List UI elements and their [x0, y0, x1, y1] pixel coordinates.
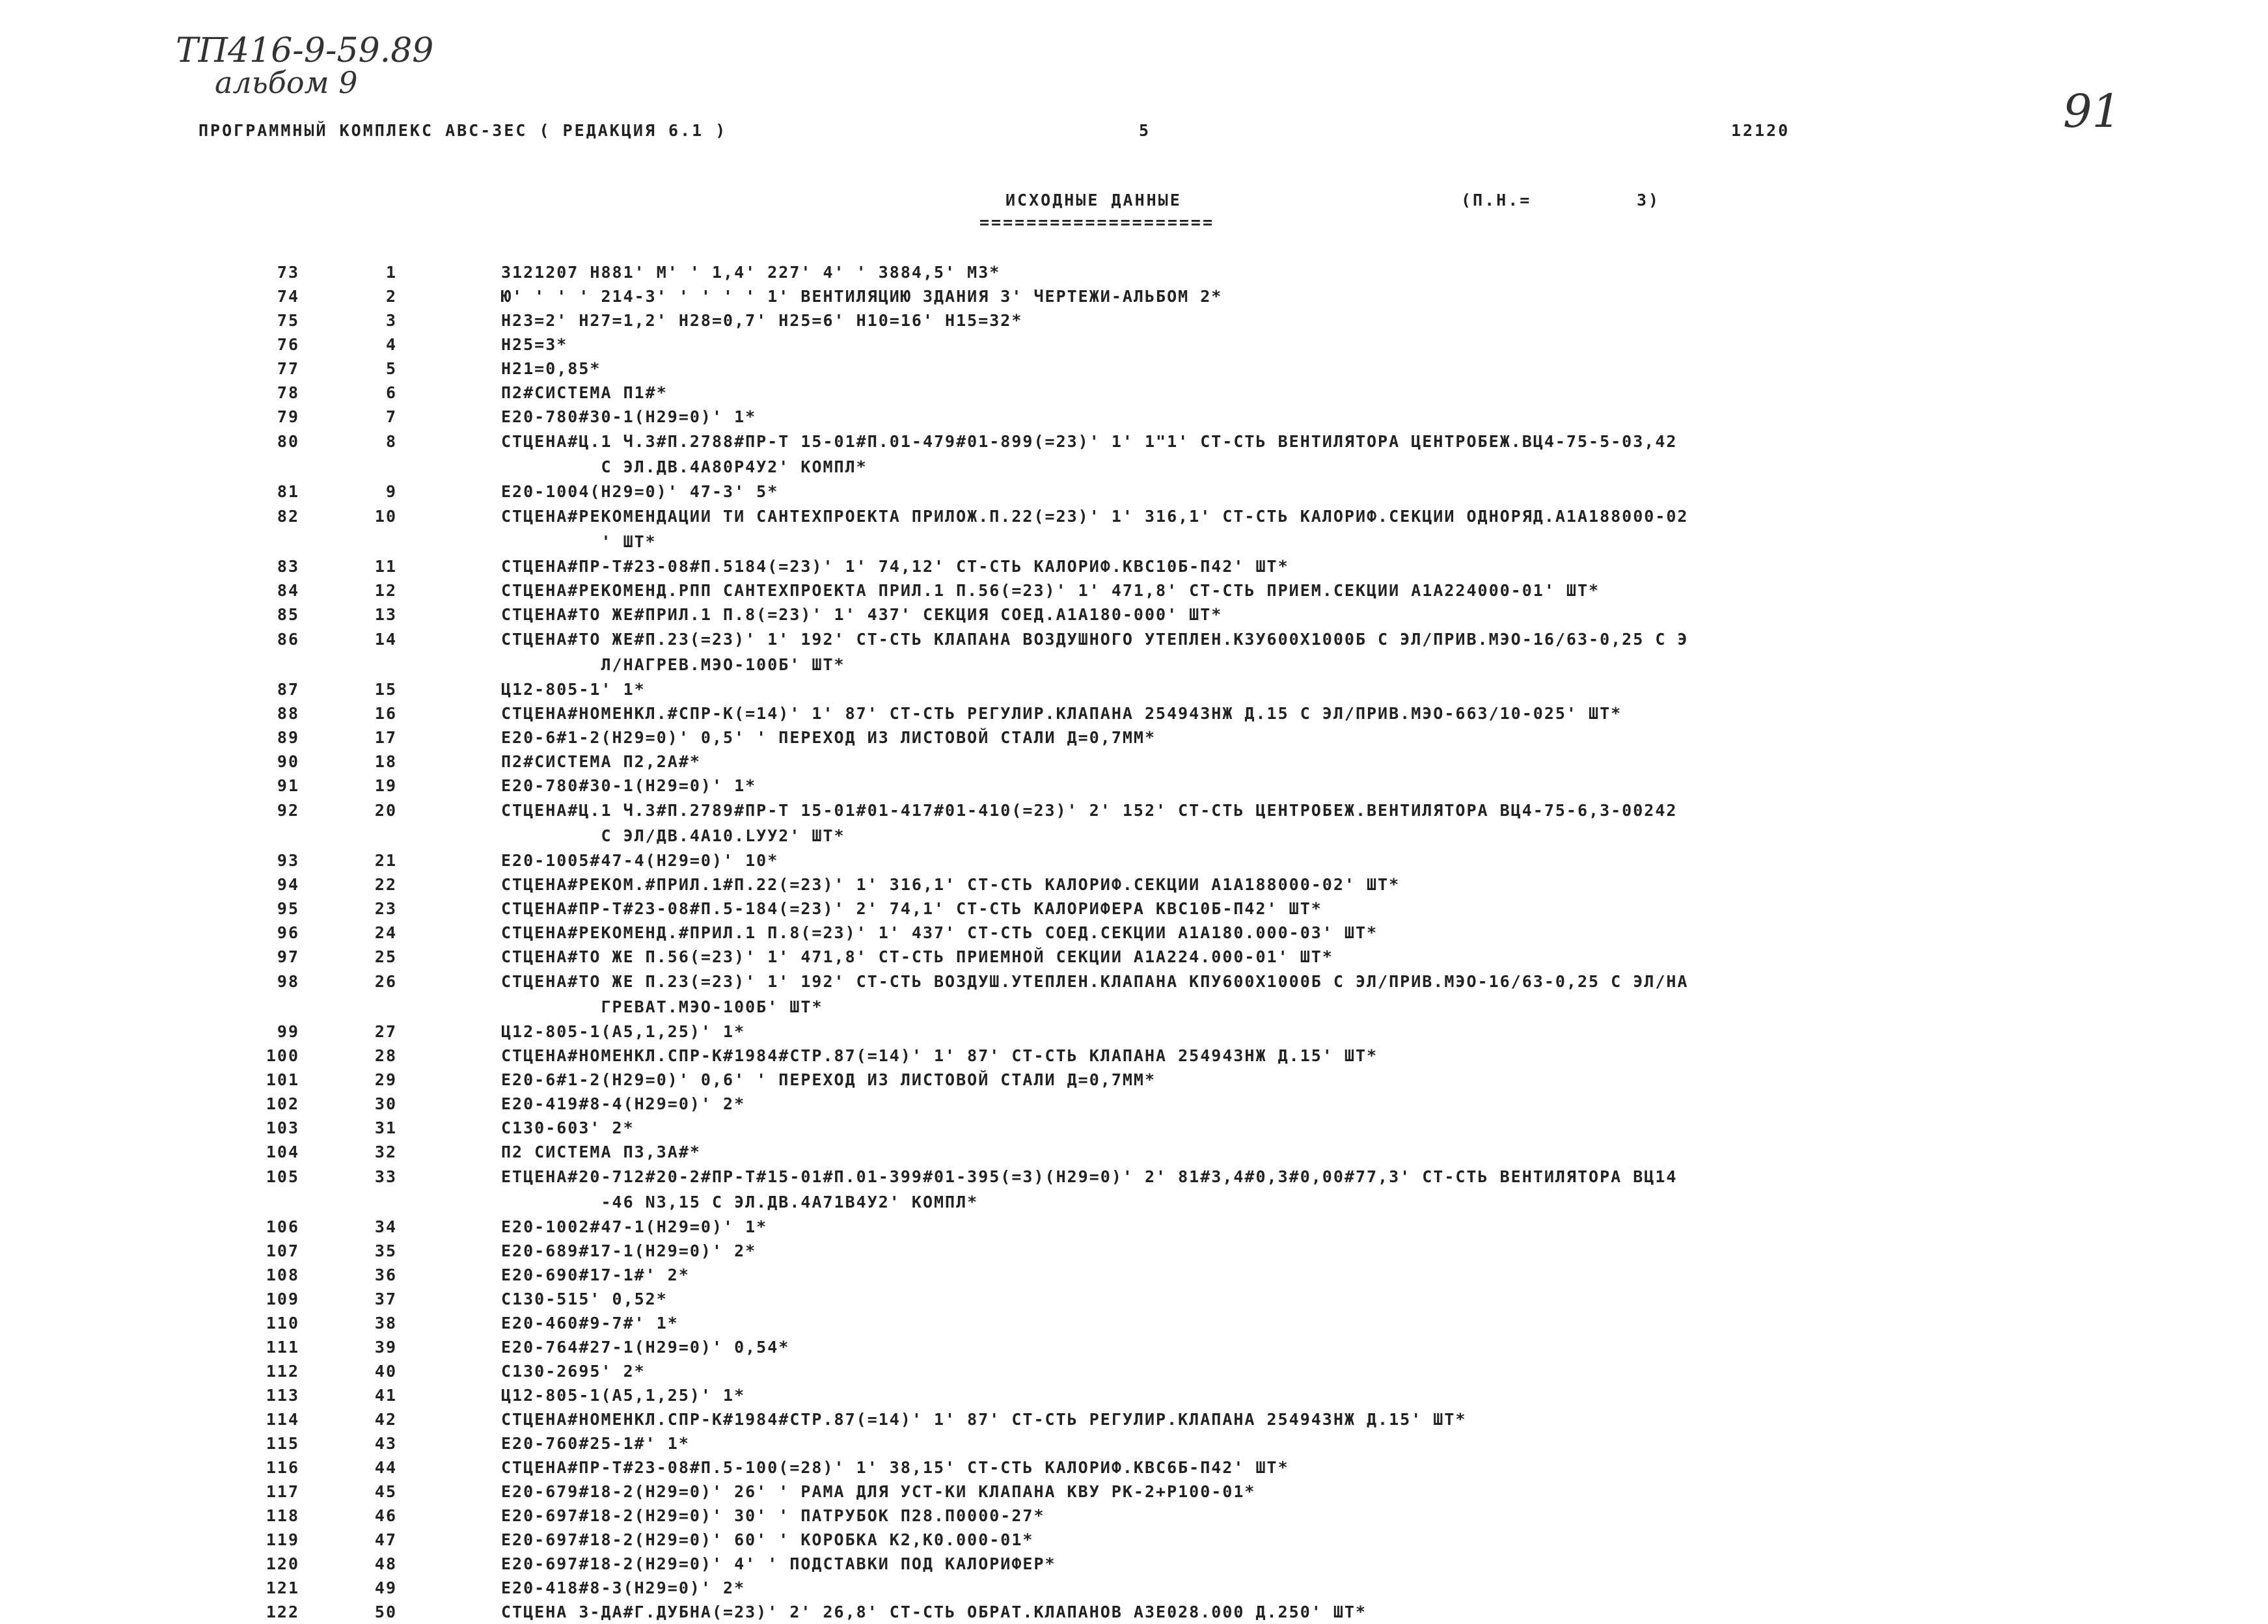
record-number: 119	[266, 1530, 299, 1549]
line-text: СТЦЕНА#НОМЕНКЛ.СПР-К#1984#СТР.87(=14)' 1' 87' СТ-СТЬ РЕГУЛИР.КЛАПАНА 254943НЖ Д.15' ШТ*	[501, 1410, 1467, 1429]
listing-row	[0, 1068, 2268, 1092]
line-number: 45	[374, 1482, 397, 1501]
record-number: 108	[266, 1265, 299, 1284]
listing-row	[0, 969, 2268, 1020]
title-underline: ====================	[979, 213, 1215, 232]
line-text: Ц12-805-1' 1*	[501, 680, 646, 699]
listing-row	[0, 725, 2268, 750]
listing-row	[0, 1528, 2268, 1552]
document-code: 12120	[1731, 121, 1790, 140]
line-number: 16	[374, 704, 397, 723]
line-text: ЕТЦЕНА#20-712#20-2#ПР-Т#15-01#П.01-399#01-395(=3)(Н29=0)' 2' 81#3,4#0,3#0,00#77,3' СТ-СТЬ ВЕНТИЛЯТОРА ВЦ14 -46 N3,15 С ЭЛ.ДВ.4А71В4У2' КОМПЛ*	[501, 1167, 1678, 1211]
record-number: 89	[277, 728, 299, 747]
record-number: 106	[266, 1217, 299, 1236]
listing-row	[0, 1480, 2268, 1504]
line-text: Е20-1002#47-1(Н29=0)' 1*	[501, 1217, 768, 1236]
pn-label: (П.Н.=	[1461, 191, 1532, 210]
line-text: Е20-697#18-2(Н29=0)' 4' ' ПОДСТАВКИ ПОД КАЛОРИФЕР*	[501, 1554, 1056, 1573]
record-number: 98	[277, 972, 299, 991]
line-number: 49	[374, 1578, 397, 1597]
line-number: 1	[385, 263, 397, 282]
listing-row	[0, 921, 2268, 945]
line-text: СТЦЕНА#ПР-Т#23-08#П.5-184(=23)' 2' 74,1' СТ-СТЬ КАЛОРИФЕРА КВС10Б-П42' ШТ*	[501, 899, 1322, 918]
line-text: П2 СИСТЕМА П3,3А#*	[501, 1143, 701, 1161]
listing-row	[0, 429, 2268, 480]
line-number: 33	[374, 1167, 397, 1186]
listing-row	[0, 1335, 2268, 1359]
line-number: 42	[374, 1410, 397, 1429]
listing-row	[0, 308, 2268, 332]
listing-row	[0, 504, 2268, 554]
handwritten-page-number: 91	[2063, 85, 2122, 138]
record-number: 95	[277, 899, 299, 918]
listing-row	[0, 357, 2268, 381]
line-text: П2#СИСТЕМА П2,2А#*	[501, 752, 701, 771]
listing-row	[0, 1116, 2268, 1140]
listing-row	[0, 1239, 2268, 1263]
listing-row	[0, 332, 2268, 357]
record-number: 117	[266, 1482, 299, 1501]
line-number: 35	[374, 1241, 397, 1260]
record-number: 115	[266, 1434, 299, 1453]
line-text: СТЦЕНА#НОМЕНКЛ.СПР-К#1984#СТР.87(=14)' 1' 87' СТ-СТЬ КЛАПАНА 254943НЖ Д.15' ШТ*	[501, 1046, 1378, 1065]
line-text: Ц12-805-1(А5,1,25)' 1*	[501, 1386, 746, 1405]
record-number: 99	[277, 1022, 299, 1041]
line-number: 3	[385, 311, 397, 330]
line-number: 13	[374, 605, 397, 624]
record-number: 122	[266, 1603, 299, 1621]
listing-row	[0, 260, 2268, 284]
line-text: Е20-764#27-1(Н29=0)' 0,54*	[501, 1338, 790, 1357]
line-number: 44	[374, 1458, 397, 1477]
line-text: СТЦЕНА#РЕКОМ.#ПРИЛ.1#П.22(=23)' 1' 316,1' СТ-СТЬ КАЛОРИФ.СЕКЦИИ А1А188000-02' ШТ*	[501, 875, 1400, 894]
pn-value: 3)	[1637, 191, 1661, 210]
record-number: 92	[277, 801, 299, 820]
listing-row	[0, 1431, 2268, 1455]
record-number: 83	[277, 557, 299, 576]
line-number: 41	[374, 1386, 397, 1405]
listing-row	[0, 848, 2268, 873]
line-text: Н25=3*	[501, 335, 568, 354]
line-number: 11	[374, 557, 397, 576]
record-number: 101	[266, 1070, 299, 1089]
line-number: 7	[385, 407, 397, 426]
line-number: 31	[374, 1118, 397, 1137]
record-number: 73	[277, 263, 299, 282]
handwritten-album-note: альбом 9	[215, 65, 358, 100]
listing-row	[0, 1383, 2268, 1407]
line-number: 43	[374, 1434, 397, 1453]
listing-row	[0, 945, 2268, 969]
line-text: Е20-780#30-1(Н29=0)' 1*	[501, 407, 757, 426]
listing-row	[0, 1263, 2268, 1287]
record-number: 104	[266, 1143, 299, 1161]
record-number: 120	[266, 1554, 299, 1573]
line-text: Е20-418#8-3(Н29=0)' 2*	[501, 1578, 746, 1597]
line-text: Е20-460#9-7#' 1*	[501, 1314, 679, 1333]
record-number: 113	[266, 1386, 299, 1405]
line-number: 29	[374, 1070, 397, 1089]
listing-row	[0, 774, 2268, 798]
record-number: 91	[277, 776, 299, 795]
listing-row	[0, 1287, 2268, 1311]
data-lines	[0, 260, 2268, 1624]
record-number: 94	[277, 875, 299, 894]
line-number: 36	[374, 1265, 397, 1284]
listing-row	[0, 1504, 2268, 1528]
line-number: 22	[374, 875, 397, 894]
line-number: 50	[374, 1603, 397, 1621]
record-number: 97	[277, 947, 299, 966]
record-number: 103	[266, 1118, 299, 1137]
line-number: 32	[374, 1143, 397, 1161]
line-text: Е20-6#1-2(Н29=0)' 0,5' ' ПЕРЕХОД ИЗ ЛИСТОВОЙ СТАЛИ Д=0,7ММ*	[501, 728, 1156, 747]
record-number: 77	[277, 359, 299, 378]
listing-row	[0, 1576, 2268, 1600]
record-number: 102	[266, 1094, 299, 1113]
record-number: 110	[266, 1314, 299, 1333]
record-number: 90	[277, 752, 299, 771]
line-text: 3121207 Н881' М' ' 1,4' 227' 4' ' 3884,5' МЗ*	[501, 263, 1001, 282]
line-number: 17	[374, 728, 397, 747]
listing-row	[0, 1215, 2268, 1239]
line-text: Ц12-805-1(А5,1,25)' 1*	[501, 1022, 746, 1041]
line-number: 9	[385, 482, 397, 501]
record-number: 75	[277, 311, 299, 330]
line-text: Е20-697#18-2(Н29=0)' 30' ' ПАТРУБОК П28.П0000-27*	[501, 1506, 1045, 1525]
line-text: Е20-780#30-1(Н29=0)' 1*	[501, 776, 757, 795]
listing-row	[0, 701, 2268, 725]
line-number: 27	[374, 1022, 397, 1041]
line-number: 40	[374, 1362, 397, 1381]
sheet-number: 5	[1139, 121, 1151, 140]
line-text: С130-515' 0,52*	[501, 1290, 668, 1308]
record-number: 107	[266, 1241, 299, 1260]
record-number: 79	[277, 407, 299, 426]
line-text: СТЦЕНА#НОМЕНКЛ.#СПР-К(=14)' 1' 87' СТ-СТЬ РЕГУЛИР.КЛАПАНА 254943НЖ Д.15 С ЭЛ/ПРИВ.МЭО-663/10-025' ШТ*	[501, 704, 1622, 723]
listing-row	[0, 578, 2268, 602]
page-title: ИСХОДНЫЕ ДАННЫЕ	[1005, 191, 1182, 210]
record-number: 84	[277, 581, 299, 600]
record-number: 76	[277, 335, 299, 354]
line-text: Ю' ' ' ' 214-3' ' ' ' ' 1' ВЕНТИЛЯЦИЮ ЗДАНИЯ 3' ЧЕРТЕЖИ-АЛЬБОМ 2*	[501, 287, 1223, 306]
listing-row	[0, 1600, 2268, 1624]
line-text: СТЦЕНА#ПР-Т#23-08#П.5184(=23)' 1' 74,12' СТ-СТЬ КАЛОРИФ.КВС10Б-П42' ШТ*	[501, 557, 1289, 576]
listing-row	[0, 873, 2268, 897]
listing-row	[0, 750, 2268, 774]
line-text: СТЦЕНА#ТО ЖЕ П.56(=23)' 1' 471,8' СТ-СТЬ ПРИЕМНОЙ СЕКЦИИ А1А224.000-01' ШТ*	[501, 947, 1333, 966]
record-number: 121	[266, 1578, 299, 1597]
line-number: 30	[374, 1094, 397, 1113]
line-text: Е20-6#1-2(Н29=0)' 0,6' ' ПЕРЕХОД ИЗ ЛИСТОВОЙ СТАЛИ Д=0,7ММ*	[501, 1070, 1156, 1089]
listing-row	[0, 1020, 2268, 1044]
record-number: 93	[277, 851, 299, 870]
listing-row	[0, 1140, 2268, 1164]
record-number: 88	[277, 704, 299, 723]
line-text: СТЦЕНА#Ц.1 Ч.3#П.2789#ПР-Т 15-01#01-417#01-410(=23)' 2' 152' СТ-СТЬ ЦЕНТРОБЕЖ.ВЕНТИЛЯТОРА ВЦ4-75-6,3-00242 С ЭЛ/ДВ.4А10.LУУ2' ШТ*	[501, 801, 1678, 845]
line-number: 2	[385, 287, 397, 306]
listing-row	[0, 554, 2268, 578]
line-text: Н23=2' Н27=1,2' Н28=0,7' Н25=6' Н10=16' Н15=32*	[501, 311, 1023, 330]
line-text: СТЦЕНА#Ц.1 Ч.3#П.2788#ПР-Т 15-01#П.01-479#01-899(=23)' 1' 1"1' СТ-СТЬ ВЕНТИЛЯТОРА ЦЕНТРОБЕЖ.ВЦ4-75-5-03,42 С ЭЛ.ДВ.4А80Р4У2' КОМПЛ*	[501, 432, 1678, 476]
record-number: 80	[277, 432, 299, 451]
listing-row	[0, 405, 2268, 429]
listing-row	[0, 1164, 2268, 1215]
line-number: 28	[374, 1046, 397, 1065]
line-number: 20	[374, 801, 397, 820]
line-number: 19	[374, 776, 397, 795]
line-text: СТЦЕНА#ПР-Т#23-08#П.5-100(=28)' 1' 38,15' СТ-СТЬ КАЛОРИФ.КВС6Б-П42' ШТ*	[501, 1458, 1289, 1477]
line-number: 8	[385, 432, 397, 451]
line-text: СТЦЕНА#РЕКОМЕНД.РПП САНТЕХПРОЕКТА ПРИЛ.1 П.56(=23)' 1' 471,8' СТ-СТЬ ПРИЕМ.СЕКЦИИ А1А224000-01' ШТ*	[501, 581, 1600, 600]
record-number: 81	[277, 482, 299, 501]
line-text: Е20-1004(Н29=0)' 47-3' 5*	[501, 482, 779, 501]
line-number: 46	[374, 1506, 397, 1525]
listing-row	[0, 381, 2268, 405]
record-number: 85	[277, 605, 299, 624]
listing-row	[0, 677, 2268, 701]
line-number: 4	[385, 335, 397, 354]
listing-row	[0, 1359, 2268, 1383]
record-number: 105	[266, 1167, 299, 1186]
line-number: 14	[374, 630, 397, 649]
line-number: 26	[374, 972, 397, 991]
program-header: ПРОГРАММНЫЙ КОМПЛЕКС АВС-ЗЕС ( РЕДАКЦИЯ 6.1 )	[198, 121, 728, 140]
listing-row	[0, 284, 2268, 308]
handwritten-project-code: ТП416-9-59.89	[176, 31, 434, 70]
record-number: 114	[266, 1410, 299, 1429]
line-number: 5	[385, 359, 397, 378]
line-number: 6	[385, 383, 397, 402]
record-number: 100	[266, 1046, 299, 1065]
record-number: 109	[266, 1290, 299, 1308]
line-text: СТЦЕНА#РЕКОМЕНДАЦИИ ТИ САНТЕХПРОЕКТА ПРИЛОЖ.П.22(=23)' 1' 316,1' СТ-СТЬ КАЛОРИФ.СЕКЦИИ ОДНОРЯД.А1А188000-02 ' ШТ*	[501, 507, 1689, 551]
line-text: Е20-419#8-4(Н29=0)' 2*	[501, 1094, 746, 1113]
line-number: 23	[374, 899, 397, 918]
record-number: 116	[266, 1458, 299, 1477]
listing-row	[0, 1455, 2268, 1480]
listing-row	[0, 480, 2268, 504]
line-text: СТЦЕНА#ТО ЖЕ#П.23(=23)' 1' 192' СТ-СТЬ КЛАПАНА ВОЗДУШНОГО УТЕПЛЕН.КЗУ600Х1000Б С ЭЛ/ПРИВ.МЭО-16/63-0,25 С Э Л/НАГРЕВ.МЭО-100Б' ШТ*	[501, 630, 1689, 674]
listing-row	[0, 1311, 2268, 1335]
line-text: П2#СИСТЕМА П1#*	[501, 383, 668, 402]
listing-row	[0, 897, 2268, 921]
line-number: 15	[374, 680, 397, 699]
line-number: 47	[374, 1530, 397, 1549]
record-number: 82	[277, 507, 299, 526]
listing-row	[0, 1044, 2268, 1068]
record-number: 87	[277, 680, 299, 699]
line-number: 38	[374, 1314, 397, 1333]
listing-row	[0, 1552, 2268, 1576]
line-text: С130-2695' 2*	[501, 1362, 646, 1381]
record-number: 112	[266, 1362, 299, 1381]
record-number: 118	[266, 1506, 299, 1525]
line-number: 18	[374, 752, 397, 771]
line-text: СТЦЕНА 3-ДА#Г.ДУБНА(=23)' 2' 26,8' СТ-СТЬ ОБРАТ.КЛАПАНОВ АЗЕ028.000 Д.250' ШТ*	[501, 1603, 1367, 1621]
line-number: 34	[374, 1217, 397, 1236]
line-number: 24	[374, 923, 397, 942]
listing-row	[0, 1407, 2268, 1431]
line-number: 39	[374, 1338, 397, 1357]
line-text: СТЦЕНА#РЕКОМЕНД.#ПРИЛ.1 П.8(=23)' 1' 437' СТ-СТЬ СОЕД.СЕКЦИИ А1А180.000-03' ШТ*	[501, 923, 1378, 942]
record-number: 78	[277, 383, 299, 402]
line-text: Е20-1005#47-4(Н29=0)' 10*	[501, 851, 779, 870]
listing-row	[0, 602, 2268, 627]
listing-row	[0, 798, 2268, 848]
record-number: 86	[277, 630, 299, 649]
line-number: 37	[374, 1290, 397, 1308]
line-text: С130-603' 2*	[501, 1118, 635, 1137]
line-number: 10	[374, 507, 397, 526]
record-number: 96	[277, 923, 299, 942]
line-text: СТЦЕНА#ТО ЖЕ#ПРИЛ.1 П.8(=23)' 1' 437' СЕКЦИЯ СОЕД.А1А180-000' ШТ*	[501, 605, 1223, 624]
listing-row	[0, 1092, 2268, 1116]
record-number: 74	[277, 287, 299, 306]
line-number: 12	[374, 581, 397, 600]
line-text: Е20-760#25-1#' 1*	[501, 1434, 690, 1453]
line-number: 21	[374, 851, 397, 870]
line-number: 25	[374, 947, 397, 966]
line-text: Е20-679#18-2(Н29=0)' 26' ' РАМА ДЛЯ УСТ-КИ КЛАПАНА КВУ РК-2+Р100-01*	[501, 1482, 1256, 1501]
line-text: Е20-697#18-2(Н29=0)' 60' ' КОРОБКА К2,К0.000-01*	[501, 1530, 1034, 1549]
listing-row	[0, 627, 2268, 677]
record-number: 111	[266, 1338, 299, 1357]
line-text: Е20-689#17-1(Н29=0)' 2*	[501, 1241, 757, 1260]
line-text: СТЦЕНА#ТО ЖЕ П.23(=23)' 1' 192' СТ-СТЬ ВОЗДУШ.УТЕПЛЕН.КЛАПАНА КПУ600Х1000Б С ЭЛ/ПРИВ.МЭО-16/63-0,25 С ЭЛ/НА ГРЕВАТ.МЭО-100Б' ШТ*	[501, 972, 1689, 1016]
line-text: Н21=0,85*	[501, 359, 601, 378]
line-text: Е20-690#17-1#' 2*	[501, 1265, 690, 1284]
line-number: 48	[374, 1554, 397, 1573]
